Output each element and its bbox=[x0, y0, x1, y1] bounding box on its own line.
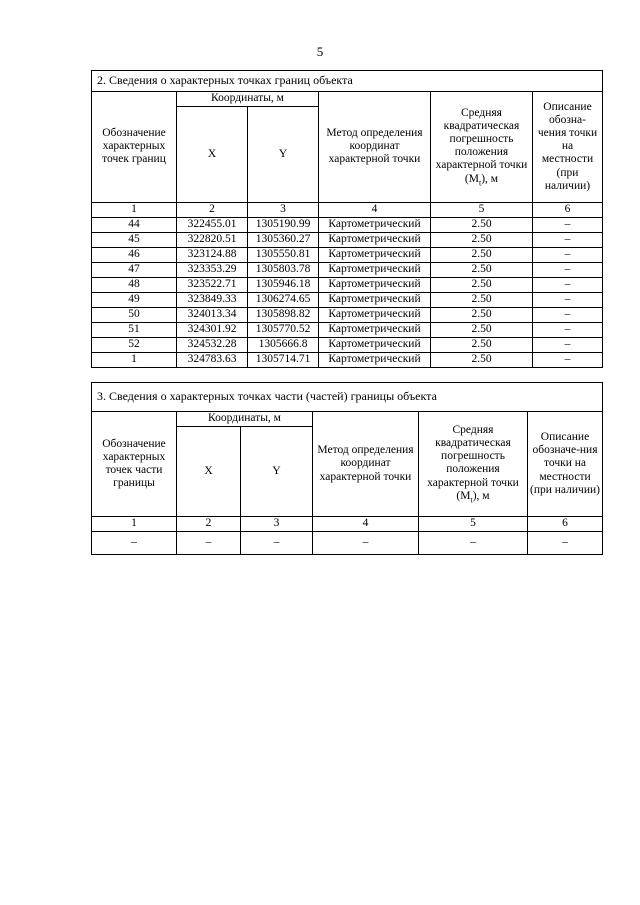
accuracy-cell: 2.50 bbox=[431, 217, 533, 232]
point-id-cell: 48 bbox=[92, 277, 177, 292]
method-cell: Картометрический bbox=[319, 277, 431, 292]
accuracy-cell: 2.50 bbox=[431, 247, 533, 262]
table-row bbox=[92, 217, 603, 232]
point-id-cell: 45 bbox=[92, 232, 177, 247]
column-number: 5 bbox=[419, 517, 528, 532]
table-row bbox=[92, 262, 603, 277]
y-coord-cell: 1305360.27 bbox=[248, 232, 319, 247]
description-cell: – bbox=[533, 307, 603, 322]
point-id-cell: 46 bbox=[92, 247, 177, 262]
table-row bbox=[92, 247, 603, 262]
header-method: Метод определения координат характерной точки bbox=[313, 412, 419, 517]
column-number: 6 bbox=[533, 202, 603, 217]
method-cell: Картометрический bbox=[319, 262, 431, 277]
header-point: Обозначение характерных точек части границы bbox=[92, 412, 177, 517]
header-point: Обозначение характерных точек границ bbox=[92, 91, 177, 202]
x-coord-cell: 322820.51 bbox=[177, 232, 248, 247]
point-id-cell: – bbox=[92, 532, 177, 555]
description-cell: – bbox=[533, 217, 603, 232]
accuracy-cell: 2.50 bbox=[431, 337, 533, 352]
table-row bbox=[92, 277, 603, 292]
y-coord-cell: 1305946.18 bbox=[248, 277, 319, 292]
y-coord-cell: 1306274.65 bbox=[248, 292, 319, 307]
table-row bbox=[92, 532, 603, 555]
table-row bbox=[92, 307, 603, 322]
column-number: 2 bbox=[177, 517, 241, 532]
accuracy-cell: 2.50 bbox=[431, 292, 533, 307]
header-x: X bbox=[177, 427, 241, 517]
header-y: Y bbox=[248, 106, 319, 202]
accuracy-cell: 2.50 bbox=[431, 232, 533, 247]
y-coord-cell: 1305190.99 bbox=[248, 217, 319, 232]
method-cell: Картометрический bbox=[319, 352, 431, 367]
column-number-row bbox=[92, 517, 603, 532]
y-coord-cell: – bbox=[241, 532, 313, 555]
header-coords: Координаты, м bbox=[177, 91, 319, 106]
method-cell: Картометрический bbox=[319, 322, 431, 337]
y-coord-cell: 1305714.71 bbox=[248, 352, 319, 367]
description-cell: – bbox=[533, 262, 603, 277]
header-x: X bbox=[177, 106, 248, 202]
column-number: 2 bbox=[177, 202, 248, 217]
x-coord-cell: 323353.29 bbox=[177, 262, 248, 277]
column-number: 3 bbox=[241, 517, 313, 532]
description-cell: – bbox=[533, 352, 603, 367]
table-row bbox=[92, 352, 603, 367]
accuracy-cell: 2.50 bbox=[431, 322, 533, 337]
point-id-cell: 49 bbox=[92, 292, 177, 307]
y-coord-cell: 1305666.8 bbox=[248, 337, 319, 352]
description-cell: – bbox=[533, 277, 603, 292]
method-cell: Картометрический bbox=[319, 307, 431, 322]
column-number-row bbox=[92, 202, 603, 217]
part-boundary-points-table bbox=[91, 382, 603, 555]
column-number: 1 bbox=[92, 202, 177, 217]
point-id-cell: 51 bbox=[92, 322, 177, 337]
column-number: 4 bbox=[319, 202, 431, 217]
table-row bbox=[92, 292, 603, 307]
column-number: 4 bbox=[313, 517, 419, 532]
method-cell: Картометрический bbox=[319, 217, 431, 232]
table-row bbox=[92, 337, 603, 352]
method-cell: Картометрический bbox=[319, 247, 431, 262]
section-title: 3. Сведения о характерных точках части (частей) границы объекта bbox=[92, 383, 603, 412]
header-y: Y bbox=[241, 427, 313, 517]
point-id-cell: 1 bbox=[92, 352, 177, 367]
y-coord-cell: 1305898.82 bbox=[248, 307, 319, 322]
section-title: 2. Сведения о характерных точках границ объекта bbox=[92, 71, 603, 92]
x-coord-cell: 324013.34 bbox=[177, 307, 248, 322]
column-number: 3 bbox=[248, 202, 319, 217]
y-coord-cell: 1305770.52 bbox=[248, 322, 319, 337]
x-coord-cell: – bbox=[177, 532, 241, 555]
header-coords: Координаты, м bbox=[177, 412, 313, 427]
description-cell: – bbox=[528, 532, 603, 555]
column-number: 1 bbox=[92, 517, 177, 532]
header-accuracy: Средняя квадратическая погрешность положения характерной точки $(M_t)$, м bbox=[419, 412, 528, 517]
description-cell: – bbox=[533, 322, 603, 337]
header-accuracy: Средняя квадратическая погрешность положения характерной точки $(M_t)$, м bbox=[431, 91, 533, 202]
x-coord-cell: 324301.92 bbox=[177, 322, 248, 337]
x-coord-cell: 324783.63 bbox=[177, 352, 248, 367]
x-coord-cell: 323849.33 bbox=[177, 292, 248, 307]
method-cell: Картометрический bbox=[319, 232, 431, 247]
method-cell: – bbox=[313, 532, 419, 555]
table-row bbox=[92, 232, 603, 247]
accuracy-cell: 2.50 bbox=[431, 277, 533, 292]
y-coord-cell: 1305803.78 bbox=[248, 262, 319, 277]
description-cell: – bbox=[533, 292, 603, 307]
description-cell: – bbox=[533, 247, 603, 262]
x-coord-cell: 323522.71 bbox=[177, 277, 248, 292]
accuracy-cell: 2.50 bbox=[431, 262, 533, 277]
accuracy-cell: – bbox=[419, 532, 528, 555]
boundary-points-table bbox=[91, 70, 603, 368]
description-cell: – bbox=[533, 232, 603, 247]
y-coord-cell: 1305550.81 bbox=[248, 247, 319, 262]
description-cell: – bbox=[533, 337, 603, 352]
header-method: Метод определения координат характерной точки bbox=[319, 91, 431, 202]
point-id-cell: 50 bbox=[92, 307, 177, 322]
column-number: 6 bbox=[528, 517, 603, 532]
method-cell: Картометрический bbox=[319, 337, 431, 352]
point-id-cell: 44 bbox=[92, 217, 177, 232]
x-coord-cell: 322455.01 bbox=[177, 217, 248, 232]
header-description: Описание обозна-чения точки на местности (при наличии) bbox=[533, 91, 603, 202]
x-coord-cell: 324532.28 bbox=[177, 337, 248, 352]
accuracy-cell: 2.50 bbox=[431, 352, 533, 367]
accuracy-cell: 2.50 bbox=[431, 307, 533, 322]
header-description: Описание обозначе-ния точки на местности (при наличии) bbox=[528, 412, 603, 517]
method-cell: Картометрический bbox=[319, 292, 431, 307]
point-id-cell: 47 bbox=[92, 262, 177, 277]
table-row bbox=[92, 322, 603, 337]
point-id-cell: 52 bbox=[92, 337, 177, 352]
column-number: 5 bbox=[431, 202, 533, 217]
x-coord-cell: 323124.88 bbox=[177, 247, 248, 262]
page-number: 5 bbox=[316, 44, 324, 59]
